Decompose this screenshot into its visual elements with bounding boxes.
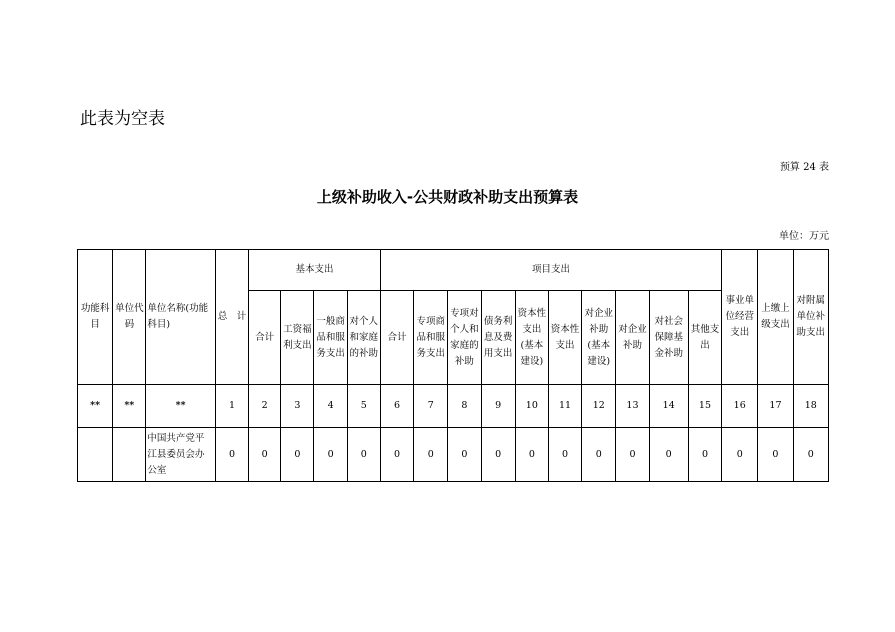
data-cell: 0 [380, 428, 413, 482]
index-cell: 14 [649, 385, 688, 428]
header-project-sub: 资本性支出 [548, 291, 581, 385]
data-cell: 0 [793, 428, 828, 482]
data-cell: 0 [616, 428, 649, 482]
index-cell: 11 [548, 385, 581, 428]
data-cell: 0 [758, 428, 793, 482]
header-project-expenditure: 项目支出 [380, 250, 721, 291]
index-cell: 2 [249, 385, 281, 428]
data-cell: 0 [448, 428, 481, 482]
budget-table [77, 249, 829, 482]
index-cell: 3 [281, 385, 314, 428]
header-row-1 [78, 250, 829, 291]
header-affiliated: 对附属单位补助支出 [793, 250, 828, 385]
data-cell: 0 [215, 428, 248, 482]
index-cell: 18 [793, 385, 828, 428]
header-project-sub: 对社会保障基金补助 [649, 291, 688, 385]
data-cell: 0 [347, 428, 380, 482]
data-cell: 0 [722, 428, 758, 482]
index-cell: 10 [515, 385, 548, 428]
data-cell [113, 428, 146, 482]
header-project-sub: 其他支出 [688, 291, 721, 385]
data-cell: 0 [688, 428, 721, 482]
header-project-sub: 合计 [380, 291, 413, 385]
header-project-sub: 专项对个人和家庭的补助 [448, 291, 481, 385]
header-total: 总 计 [215, 250, 248, 385]
data-cell: 0 [249, 428, 281, 482]
header-upward: 上缴上级支出 [758, 250, 793, 385]
index-cell: 17 [758, 385, 793, 428]
index-cell: 5 [347, 385, 380, 428]
header-project-sub: 资本性支出(基本建设) [515, 291, 548, 385]
table-row [78, 428, 829, 482]
index-cell: 4 [314, 385, 347, 428]
header-unit-name: 单位名称(功能科目) [146, 250, 215, 385]
header-project-sub: 专项商品和服务支出 [414, 291, 448, 385]
index-row [78, 385, 829, 428]
data-cell-unit-name: 中国共产党平江县委员会办公室 [146, 428, 215, 482]
header-project-sub: 对企业补助 [616, 291, 649, 385]
header-basic-sub: 对个人和家庭的补助 [347, 291, 380, 385]
data-cell: 0 [582, 428, 616, 482]
data-cell [78, 428, 113, 482]
index-cell: 16 [722, 385, 758, 428]
table-number: 预算 24 表 [779, 162, 829, 173]
index-cell: 1 [215, 385, 248, 428]
index-cell: 13 [616, 385, 649, 428]
data-cell: 0 [281, 428, 314, 482]
index-cell: ** [113, 385, 146, 428]
header-project-sub: 债务利息及费用支出 [481, 291, 515, 385]
data-cell: 0 [649, 428, 688, 482]
data-cell: 0 [314, 428, 347, 482]
header-enterprise-ops: 事业单位经营支出 [722, 250, 758, 385]
data-cell: 0 [414, 428, 448, 482]
page-title: 上级补助收入-公共财政补助支出预算表 [316, 188, 579, 206]
header-func-subject: 功能科目 [78, 250, 113, 385]
header-basic-sub: 合计 [249, 291, 281, 385]
index-cell: 7 [414, 385, 448, 428]
index-cell: ** [146, 385, 215, 428]
header-unit-code: 单位代码 [113, 250, 146, 385]
index-cell: 9 [481, 385, 515, 428]
index-cell: 15 [688, 385, 721, 428]
unit-label: 单位：万元 [779, 231, 829, 242]
header-basic-sub: 工资福利支出 [281, 291, 314, 385]
data-cell: 0 [548, 428, 581, 482]
index-cell: 8 [448, 385, 481, 428]
header-basic-sub: 一般商品和服务支出 [314, 291, 347, 385]
index-cell: ** [78, 385, 113, 428]
index-cell: 6 [380, 385, 413, 428]
header-basic-expenditure: 基本支出 [249, 250, 381, 291]
header-project-sub: 对企业补助(基本建设) [582, 291, 616, 385]
data-cell: 0 [515, 428, 548, 482]
data-cell: 0 [481, 428, 515, 482]
empty-table-note: 此表为空表 [80, 109, 165, 129]
index-cell: 12 [582, 385, 616, 428]
